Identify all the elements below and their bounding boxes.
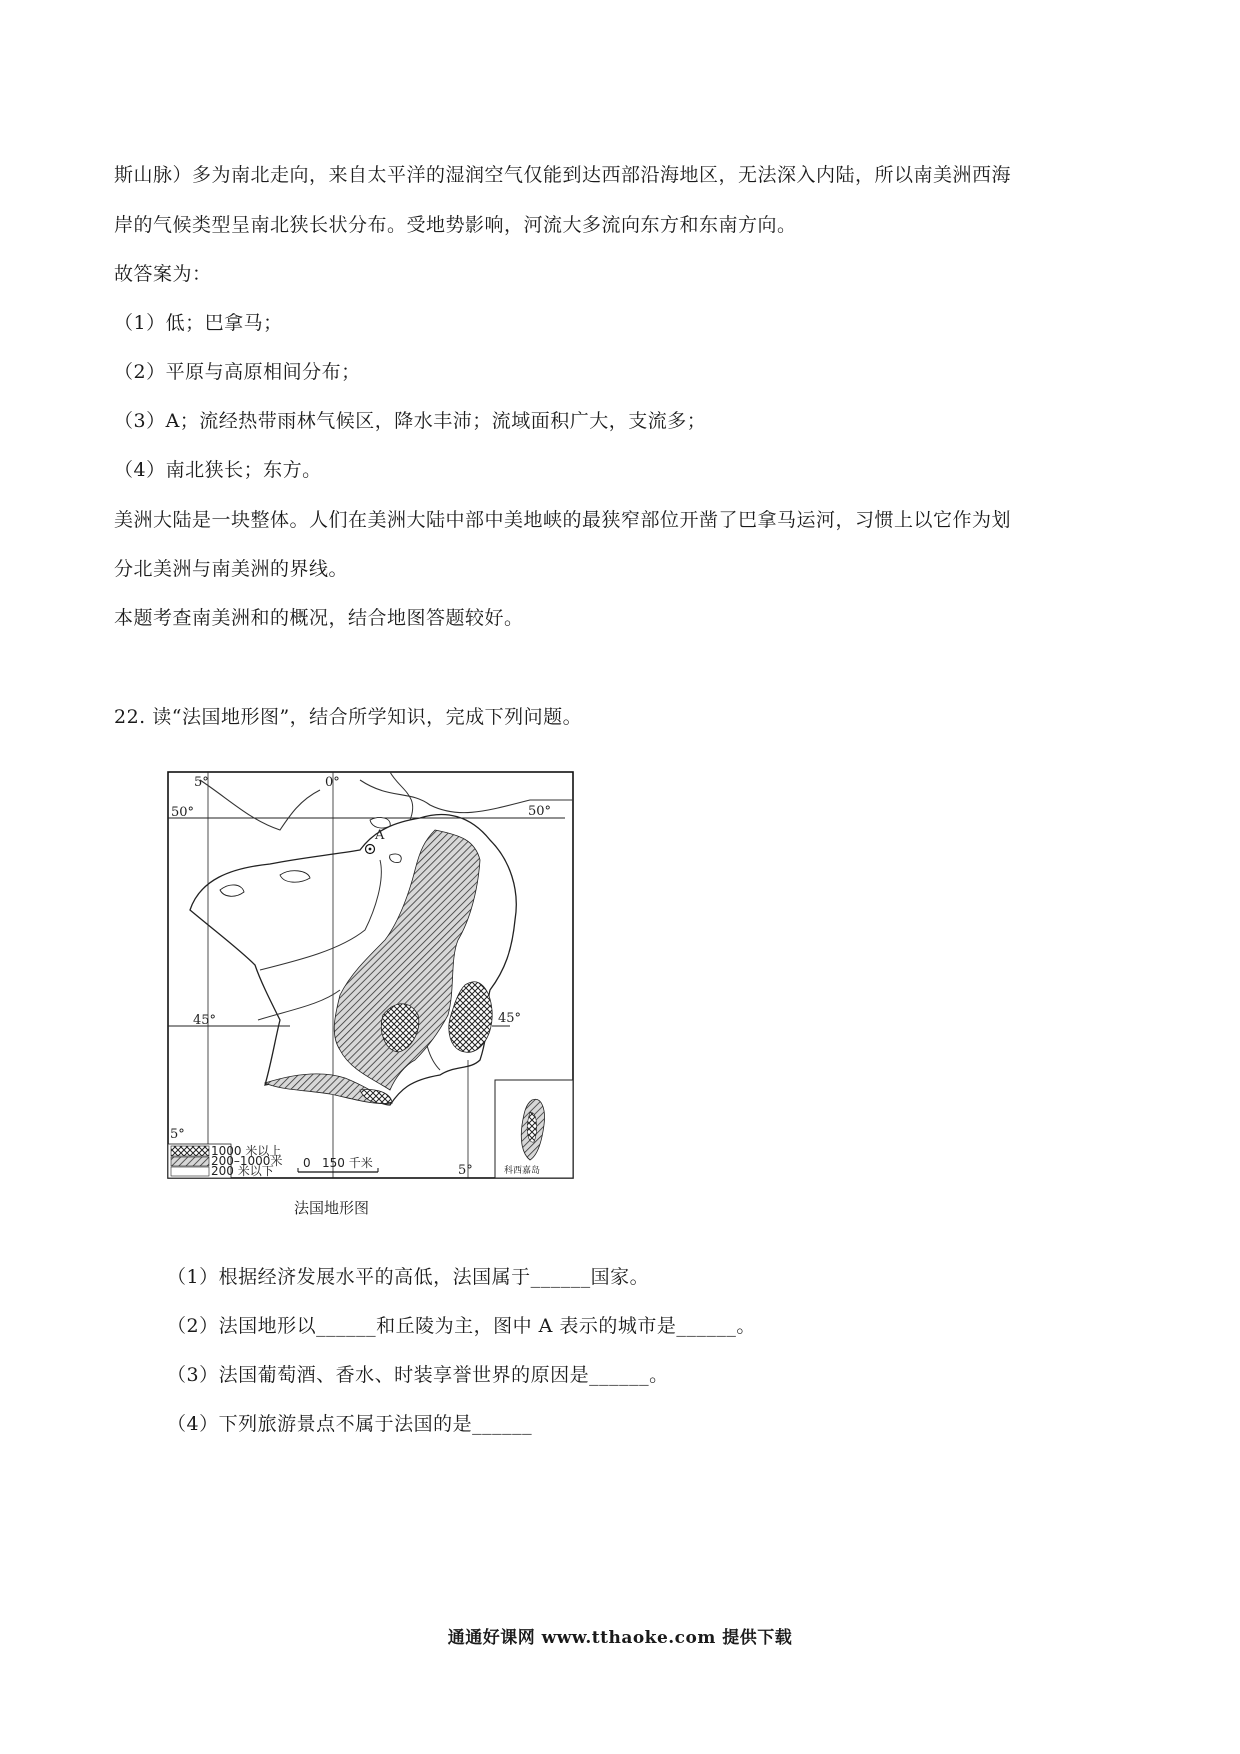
page-footer: 通通好课网 www.tthaoke.com 提供下载 <box>447 1628 793 1648</box>
lat-label-50-right: 50° <box>528 804 552 819</box>
paragraph-10: 本题考查南美洲和的概况，结合地图答题较好。 <box>114 607 524 629</box>
sub-question-3: （3）法国葡萄酒、香水、时装享誉世界的原因是______。 <box>167 1364 669 1386</box>
paragraph-9: 分北美洲与南美洲的界线。 <box>114 558 349 580</box>
city-a-label: A <box>375 828 385 843</box>
paragraph-2: 岸的气候类型呈南北狭长状分布。受地势影响，河流大多流向东方和东南方向。 <box>114 214 797 236</box>
scale-zero: 0 <box>303 1156 311 1170</box>
map-legend <box>168 1143 282 1178</box>
scale-distance: 150 千米 <box>322 1156 373 1170</box>
map-figure <box>160 760 590 1186</box>
paragraph-8: 美洲大陆是一块整体。人们在美洲大陆中部中美地峡的最狭窄部位开凿了巴拿马运河，习惯上以它作为划 <box>114 509 1012 531</box>
answer-4: （4）南北狭长；东方。 <box>114 459 322 481</box>
map-caption: 法国地形图 <box>294 1199 370 1217</box>
sub-question-4: （4）下列旅游景点不属于法国的是______ <box>167 1413 533 1435</box>
lat-label-45-left: 45° <box>193 1013 217 1028</box>
lat-label-45-right: 45° <box>498 1011 522 1026</box>
lon-label-5w-top: 5° <box>194 775 209 790</box>
legend-swatch-high <box>171 1146 209 1156</box>
france-topographic-map <box>160 760 590 1186</box>
legend-label-low: 200 米以下 <box>211 1164 274 1178</box>
lon-label-5w-bottom: 5° <box>170 1127 185 1142</box>
lon-label-5e-bottom: 5° <box>458 1163 473 1178</box>
lat-label-50-left: 50° <box>171 805 195 820</box>
lon-label-0: 0° <box>325 775 340 790</box>
sub-question-2: （2）法国地形以______和丘陵为主，图中 A 表示的城市是______。 <box>167 1315 756 1337</box>
inset-label: 科西嘉岛 <box>504 1166 541 1176</box>
paragraph-1: 斯山脉）多为南北走向，来自太平洋的湿润空气仅能到达西部沿海地区，无法深入内陆，所以南美洲西海 <box>114 164 1012 186</box>
answer-3: （3）A；流经热带雨林气候区，降水丰沛；流域面积广大，支流多； <box>114 410 707 432</box>
corsica-inset <box>495 1080 573 1178</box>
legend-label-mid: 200–1000米 <box>211 1154 283 1168</box>
legend-label-high: 1000 米以上 <box>211 1144 282 1158</box>
sub-question-1: （1）根据经济发展水平的高低，法国属于______国家。 <box>167 1266 650 1288</box>
question-title: 22. 读“法国地形图”，结合所学知识，完成下列问题。 <box>114 706 583 728</box>
legend-swatch-mid <box>171 1157 209 1166</box>
answer-1: （1）低；巴拿马； <box>114 312 283 334</box>
scale-bar <box>298 1155 378 1172</box>
answer-2: （2）平原与高原相间分布； <box>114 361 361 383</box>
legend-swatch-low <box>171 1167 209 1176</box>
paragraph-3: 故答案为： <box>114 263 212 285</box>
